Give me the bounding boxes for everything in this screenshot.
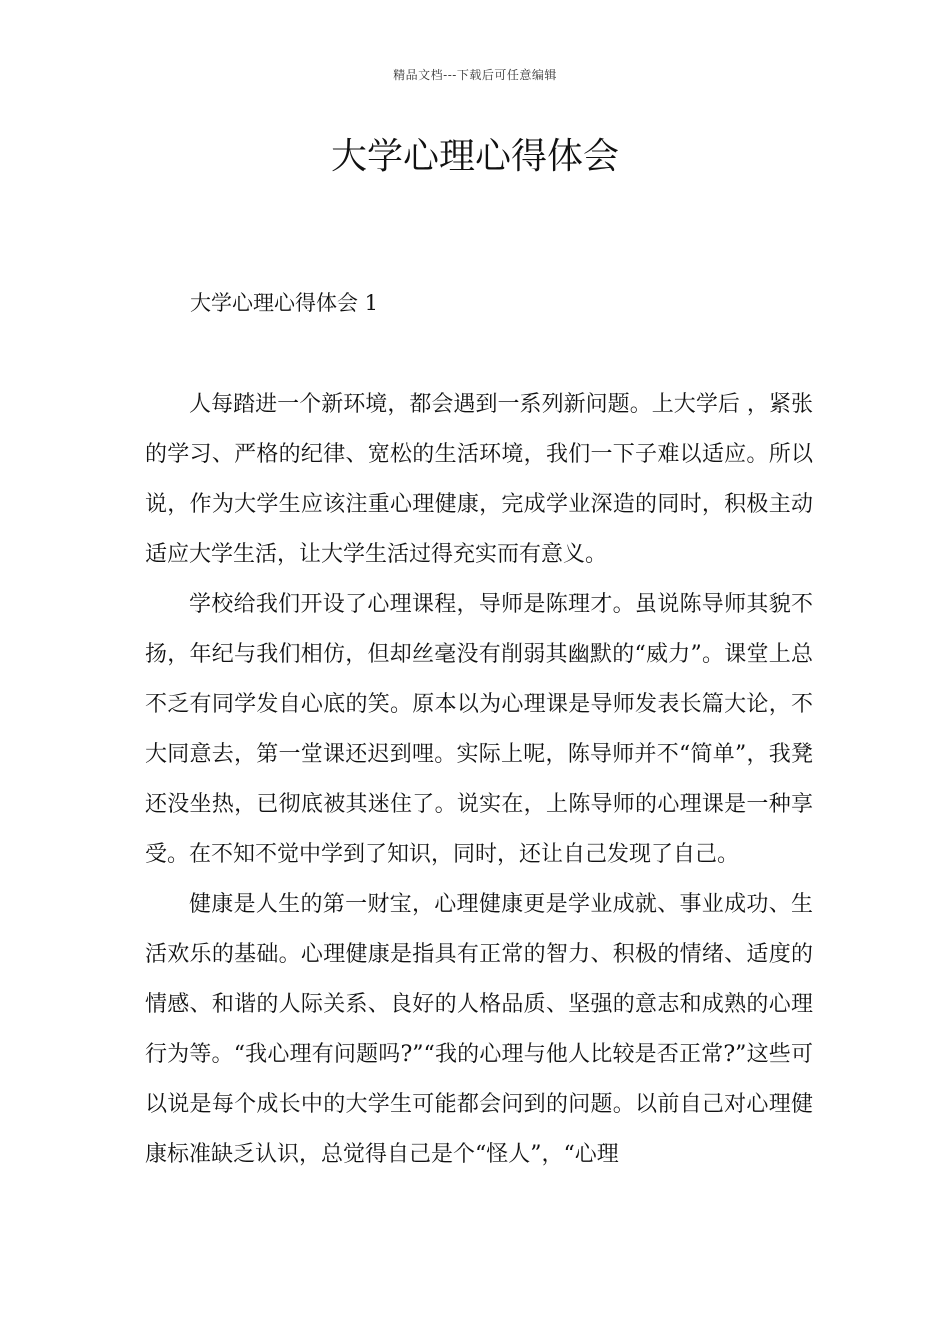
- document-title: 大学心理心得体会: [330, 136, 619, 177]
- section-heading: 大学心理心得体会 1: [190, 291, 379, 315]
- paragraph: 人每踏进一个新环境，都会遇到一系列新问题。上大学后 ，紧张的学习、严格的纪律、宽松的生活环境，我们一下子难以适应。所以说，作为大学生应该注重心理健康，完成学业深造的同时，积极主动适应大学生活，让大学生活过得充实而有意义。: [145, 392, 813, 567]
- body-text: [145, 380, 813, 1180]
- paragraph: 健康是人生的第一财宝，心理健康更是学业成就、事业成功、生活欢乐的基础。心理健康是指具有正常的智力、积极的情绪、适度的情感、和谐的人际关系、良好的人格品质、坚强的意志和成熟的心理行为等。“我心理有问题吗?”“我的心理与他人比较是否正常?”这些可以说是每个成长中的大学生可能都会问到的问题。以前自己对心理健康标准缺乏认识，总觉得自己是个“怪人”，“心理: [145, 892, 813, 1167]
- paragraph: 学校给我们开设了心理课程，导师是陈理才。虽说陈导师其貌不扬，年纪与我们相仿，但却丝毫没有削弱其幽默的“威力”。课堂上总不乏有同学发自心底的笑。原本以为心理课是导师发表长篇大论，不大同意去，第一堂课还迟到哩。实际上呢，陈导师并不“简单”，我凳还没坐热，已彻底被其迷住了。说实在，上陈导师的心理课是一种享受。在不知不觉中学到了知识，同时，还让自己发现了自己。: [145, 592, 813, 867]
- header-note: 精品文档---下载后可任意编辑: [393, 68, 557, 82]
